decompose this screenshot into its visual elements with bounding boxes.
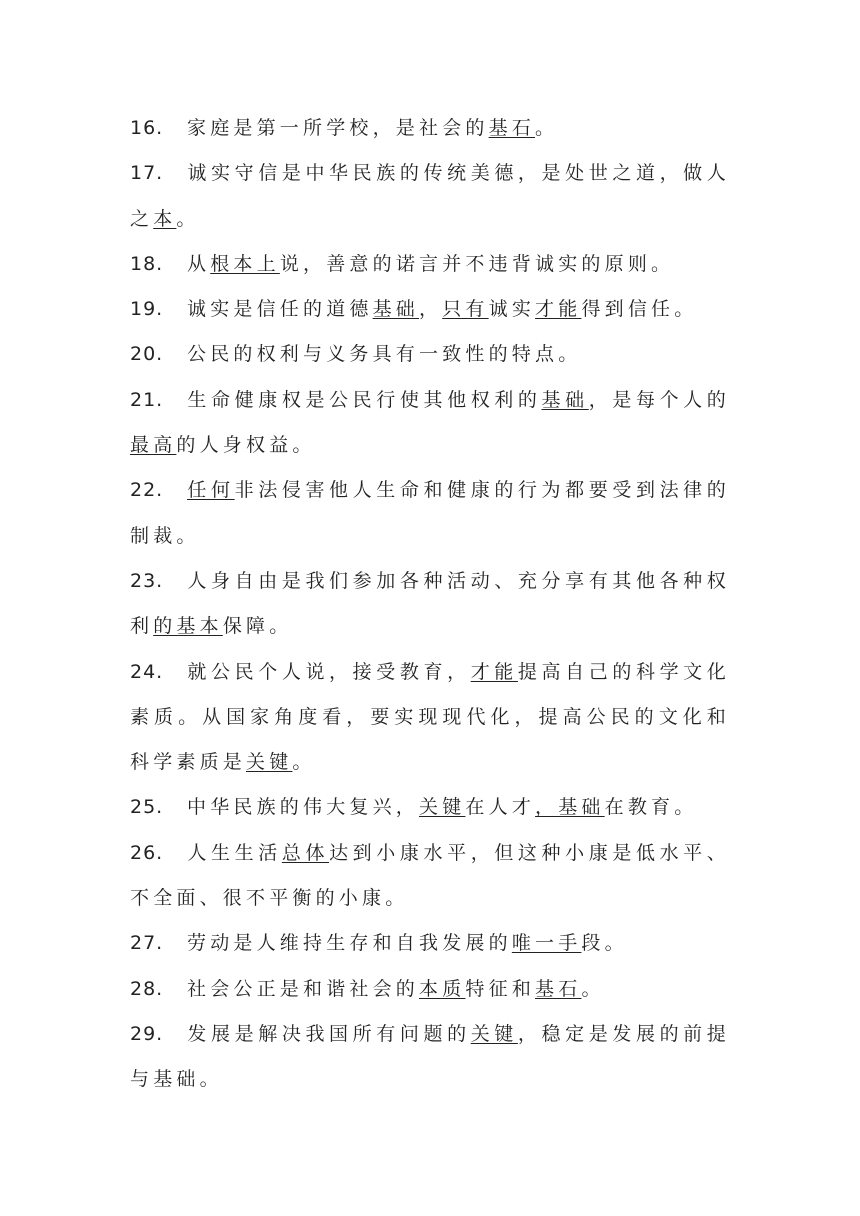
underlined-keyword: 关键 — [419, 796, 466, 819]
list-item — [130, 1012, 730, 1103]
underlined-keyword: 只有 — [442, 298, 489, 321]
item-number: 19. — [130, 298, 164, 321]
item-text: ，稳定是发展的前提与基础。 — [130, 1022, 730, 1091]
list-item — [130, 151, 730, 242]
list-item — [130, 831, 730, 922]
item-text: 提高自己的科学文化素质。从国家角度看，要实现现代化，提高公民的文化和科学素质是 — [130, 660, 730, 774]
item-text: 社会公正是和谐社会的 — [187, 977, 420, 1000]
item-text: 家庭是第一所学校，是社会的 — [187, 117, 489, 139]
item-text: 诚实是信任的道德 — [187, 298, 373, 321]
list-item — [130, 378, 730, 469]
list-item — [130, 468, 730, 559]
item-number: 26. — [130, 841, 164, 864]
underlined-keyword: 基石 — [535, 977, 582, 1000]
item-text: 在教育。 — [604, 796, 698, 819]
item-text: ，是每个人的 — [588, 388, 730, 411]
list-item — [130, 332, 730, 377]
item-text: 人身自由是我们参加各种活动、充分享有其他各种权利 — [130, 569, 730, 638]
numbered-list — [130, 106, 730, 1103]
item-text: 。 — [535, 117, 559, 139]
list-item — [130, 921, 730, 966]
item-text: 在人才 — [465, 796, 536, 819]
item-number: 18. — [130, 252, 164, 275]
item-text: 的人身权益。 — [176, 434, 316, 457]
item-number: 24. — [130, 660, 164, 683]
list-item — [130, 967, 730, 1012]
item-text: 特征和 — [465, 977, 536, 1000]
item-text: 诚实守信是中华民族的传统美德，是处世之道，做人之 — [130, 162, 730, 230]
underlined-keyword: 根本上 — [210, 252, 280, 275]
item-number: 28. — [130, 977, 164, 1000]
underlined-keyword: 任何 — [187, 479, 235, 502]
item-number: 22. — [130, 479, 164, 502]
item-text: 诚实 — [488, 298, 536, 321]
item-text: 就公民个人说，接受教育， — [187, 660, 471, 683]
item-number: 20. — [130, 343, 164, 366]
list-item — [130, 106, 730, 151]
item-text: 发展是解决我国所有问题的 — [187, 1022, 471, 1045]
item-number: 16. — [130, 117, 164, 139]
underlined-keyword: 最高 — [130, 434, 177, 457]
item-number: 29. — [130, 1022, 164, 1045]
list-item — [130, 559, 730, 650]
list-item — [130, 287, 730, 332]
item-text: 人生生活 — [187, 841, 282, 864]
item-text: 得到信任。 — [581, 298, 698, 321]
item-text: 。 — [581, 977, 605, 1000]
underlined-keyword: ，基础 — [535, 796, 605, 819]
underlined-keyword: 基础 — [372, 298, 420, 321]
underlined-keyword: 唯一手 — [511, 932, 582, 955]
item-text: 公民的权利与义务具有一致性的特点。 — [187, 343, 582, 366]
underlined-keyword: 才能 — [535, 298, 582, 321]
underlined-keyword: 本 — [153, 207, 177, 230]
underlined-keyword: 基础 — [541, 388, 589, 411]
item-text: 。 — [176, 207, 200, 230]
list-item — [130, 242, 730, 287]
item-number: 25. — [130, 796, 164, 819]
item-text: 保障。 — [222, 615, 293, 638]
list-item — [130, 650, 730, 786]
item-text: 非法侵害他人生命和健康的行为都要受到法律的制裁。 — [130, 479, 730, 547]
item-text: 段。 — [581, 932, 628, 955]
item-text: 中华民族的伟大复兴， — [187, 796, 420, 819]
item-text: 说，善意的诺言并不违背诚实的原则。 — [279, 252, 675, 275]
list-item — [130, 785, 730, 830]
item-text: 达到小康水平，但这种小康是低水平、不全面、很不平衡的小康。 — [130, 841, 730, 910]
underlined-keyword: 基石 — [488, 117, 536, 139]
underlined-keyword: 总体 — [281, 841, 330, 864]
item-number: 21. — [130, 388, 164, 411]
item-text: ， — [419, 298, 443, 321]
underlined-keyword: 本质 — [419, 977, 466, 1000]
item-text: 生命健康权是公民行使其他权利的 — [187, 388, 542, 411]
item-number: 27. — [130, 932, 164, 955]
underlined-keyword: 才能 — [470, 660, 518, 683]
item-text: 。 — [292, 751, 316, 774]
item-number: 23. — [130, 569, 164, 592]
underlined-keyword: 的基本 — [153, 615, 223, 638]
underlined-keyword: 关键 — [246, 751, 293, 774]
item-number: 17. — [130, 162, 164, 185]
item-text: 从 — [187, 252, 211, 275]
item-text: 劳动是人维持生存和自我发展的 — [187, 932, 512, 955]
underlined-keyword: 关键 — [470, 1022, 518, 1045]
